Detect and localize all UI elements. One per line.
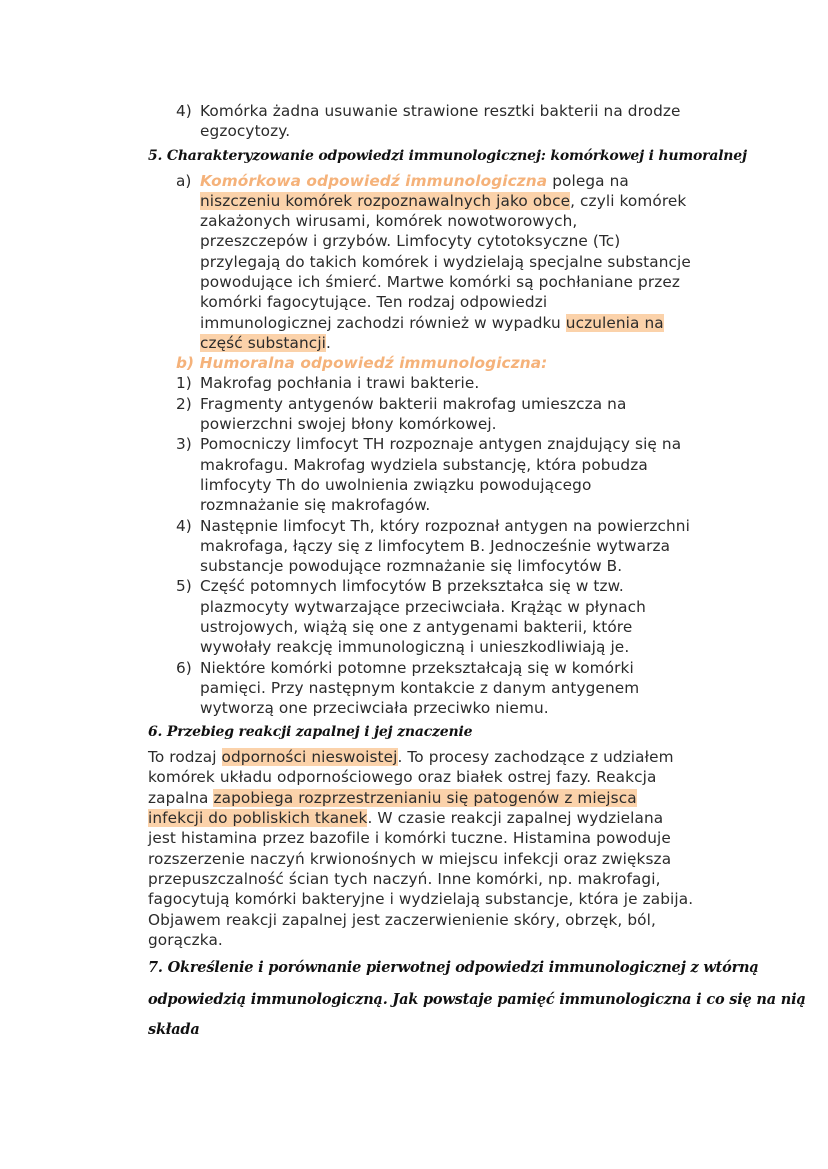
list-item-line: egzocytozy.	[200, 122, 291, 140]
paragraph-line: jest histamina przez bazofile i komórki tuczne. Histamina powoduje	[148, 829, 671, 847]
highlight: zapobiega rozprzestrzenianiu się patogenów z miejsca	[213, 789, 637, 807]
list-item-line: Makrofag pochłania i trawi bakterie.	[200, 374, 480, 392]
paragraph-line: przeszczepów i grzybów. Limfocyty cytotoksyczne (Tc)	[200, 232, 621, 250]
text-span: , czyli komórek	[570, 192, 687, 210]
paragraph-line	[200, 171, 629, 191]
paragraph-line: gorączka.	[148, 931, 223, 949]
text-span: . W czasie reakcji zapalnej wydzielana	[367, 809, 664, 827]
text-span: To rodzaj	[148, 748, 222, 766]
text-span: zapalna	[148, 789, 214, 807]
paragraph-line	[200, 333, 331, 353]
list-item-line: Pomocniczy limfocyt TH rozpoznaje antygen znajdujący się na	[200, 435, 682, 453]
section-6-heading: 6. Przebieg reakcji zapalnej i jej znaczenie	[148, 724, 473, 740]
list-item-line: limfocyty Th do uwolnienia związku powodującego	[200, 476, 592, 494]
list-item-line: Następnie limfocyt Th, który rozpoznał antygen na powierzchni	[200, 517, 690, 535]
list-item-line: wytworzą one przeciwciała przeciwko niemu.	[200, 699, 549, 717]
list-number: 6)	[176, 659, 192, 677]
humoral-response-title: b) Humoralna odpowiedź immunologiczna:	[176, 354, 548, 372]
list-item-line: makrofagu. Makrofag wydziela substancję, która pobudza	[200, 456, 648, 474]
highlight: niszczeniu komórek rozpoznawalnych jako obce	[200, 192, 571, 210]
paragraph-line: rozszerzenie naczyń krwionośnych w miejscu infekcji oraz zwiększa	[148, 850, 672, 868]
list-item-line: pamięci. Przy następnym kontakcie z danym antygenem	[200, 679, 640, 697]
list-item-line: wywołały reakcję immunologiczną i unieszkodliwiają je.	[200, 638, 630, 656]
highlight: część substancji	[200, 334, 327, 352]
paragraph-line	[148, 788, 637, 808]
section-7-heading-line: odpowiedzią immunologiczną. Jak powstaje pamięć immunologiczna i co się na nią	[148, 991, 806, 1008]
paragraph-line: powodujące ich śmierć. Martwe komórki są pochłaniane przez	[200, 273, 680, 291]
list-item-line: Komórka żadna usuwanie strawione resztki bakterii na drodze	[200, 102, 681, 120]
list-item-line: powierzchni swojej błony komórkowej.	[200, 415, 497, 433]
list-number: 3)	[176, 435, 192, 453]
list-item-line: substancje powodujące rozmnażanie się limfocytów B.	[200, 557, 623, 575]
list-number: 4)	[176, 102, 192, 120]
paragraph-line	[148, 747, 674, 767]
list-number: 5)	[176, 577, 192, 595]
paragraph-line: przylegają do takich komórek i wydzielają specjalne substancje	[200, 253, 691, 271]
text-span: . To procesy zachodzące z udziałem	[397, 748, 674, 766]
section-7-heading-line: 7. Określenie i porównanie pierwotnej odpowiedzi immunologicznej z wtórną	[148, 959, 759, 976]
list-item-line: makrofaga, łączy się z limfocytem B. Jednocześnie wytwarza	[200, 537, 671, 555]
paragraph-line: zakażonych wirusami, komórek nowotworowych,	[200, 212, 578, 230]
list-letter: a)	[176, 172, 192, 190]
list-number: 1)	[176, 374, 192, 392]
text-span: .	[326, 334, 331, 352]
text-span: immunologicznej zachodzi również w wypadku	[200, 314, 566, 332]
text-span: polega na	[547, 172, 629, 190]
list-item-line: Część potomnych limfocytów B przekształca się w tzw.	[200, 577, 624, 595]
section-7-heading-line: składa	[148, 1021, 200, 1038]
paragraph-line	[200, 313, 664, 333]
list-item-line: plazmocyty wytwarzające przeciwciała. Krążąc w płynach	[200, 598, 646, 616]
list-item-line: ustrojowych, wiążą się one z antygenami bakterii, które	[200, 618, 633, 636]
list-item-line: Niektóre komórki potomne przekształcają się w komórki	[200, 659, 634, 677]
section-5-heading: 5. Charakteryzowanie odpowiedzi immunologicznej: komórkowej i humoralnej	[148, 148, 747, 164]
highlight: infekcji do pobliskich tkanek	[148, 809, 368, 827]
paragraph-line	[200, 191, 686, 211]
highlight: uczulenia na	[565, 314, 664, 332]
paragraph-line: Objawem reakcji zapalnej jest zaczerwienienie skóry, obrzęk, ból,	[148, 911, 656, 929]
paragraph-line: przepuszczalność ścian tych naczyń. Inne komórki, np. makrofagi,	[148, 870, 661, 888]
highlight: odporności nieswoistej	[221, 748, 398, 766]
paragraph-line: fagocytują komórki bakteryjne i wydzielają substancje, która je zabija.	[148, 890, 694, 908]
paragraph-line	[148, 808, 663, 828]
paragraph-line: komórki fagocytujące. Ten rodzaj odpowiedzi	[200, 293, 548, 311]
list-item-line: rozmnażanie się makrofagów.	[200, 496, 431, 514]
list-item-line: Fragmenty antygenów bakterii makrofag umieszcza na	[200, 395, 627, 413]
list-number: 4)	[176, 517, 192, 535]
paragraph-line: komórek układu odpornościowego oraz białek ostrej fazy. Reakcja	[148, 768, 657, 786]
cellular-response-title: Komórkowa odpowiedź immunologiczna	[200, 172, 548, 190]
list-number: 2)	[176, 395, 192, 413]
